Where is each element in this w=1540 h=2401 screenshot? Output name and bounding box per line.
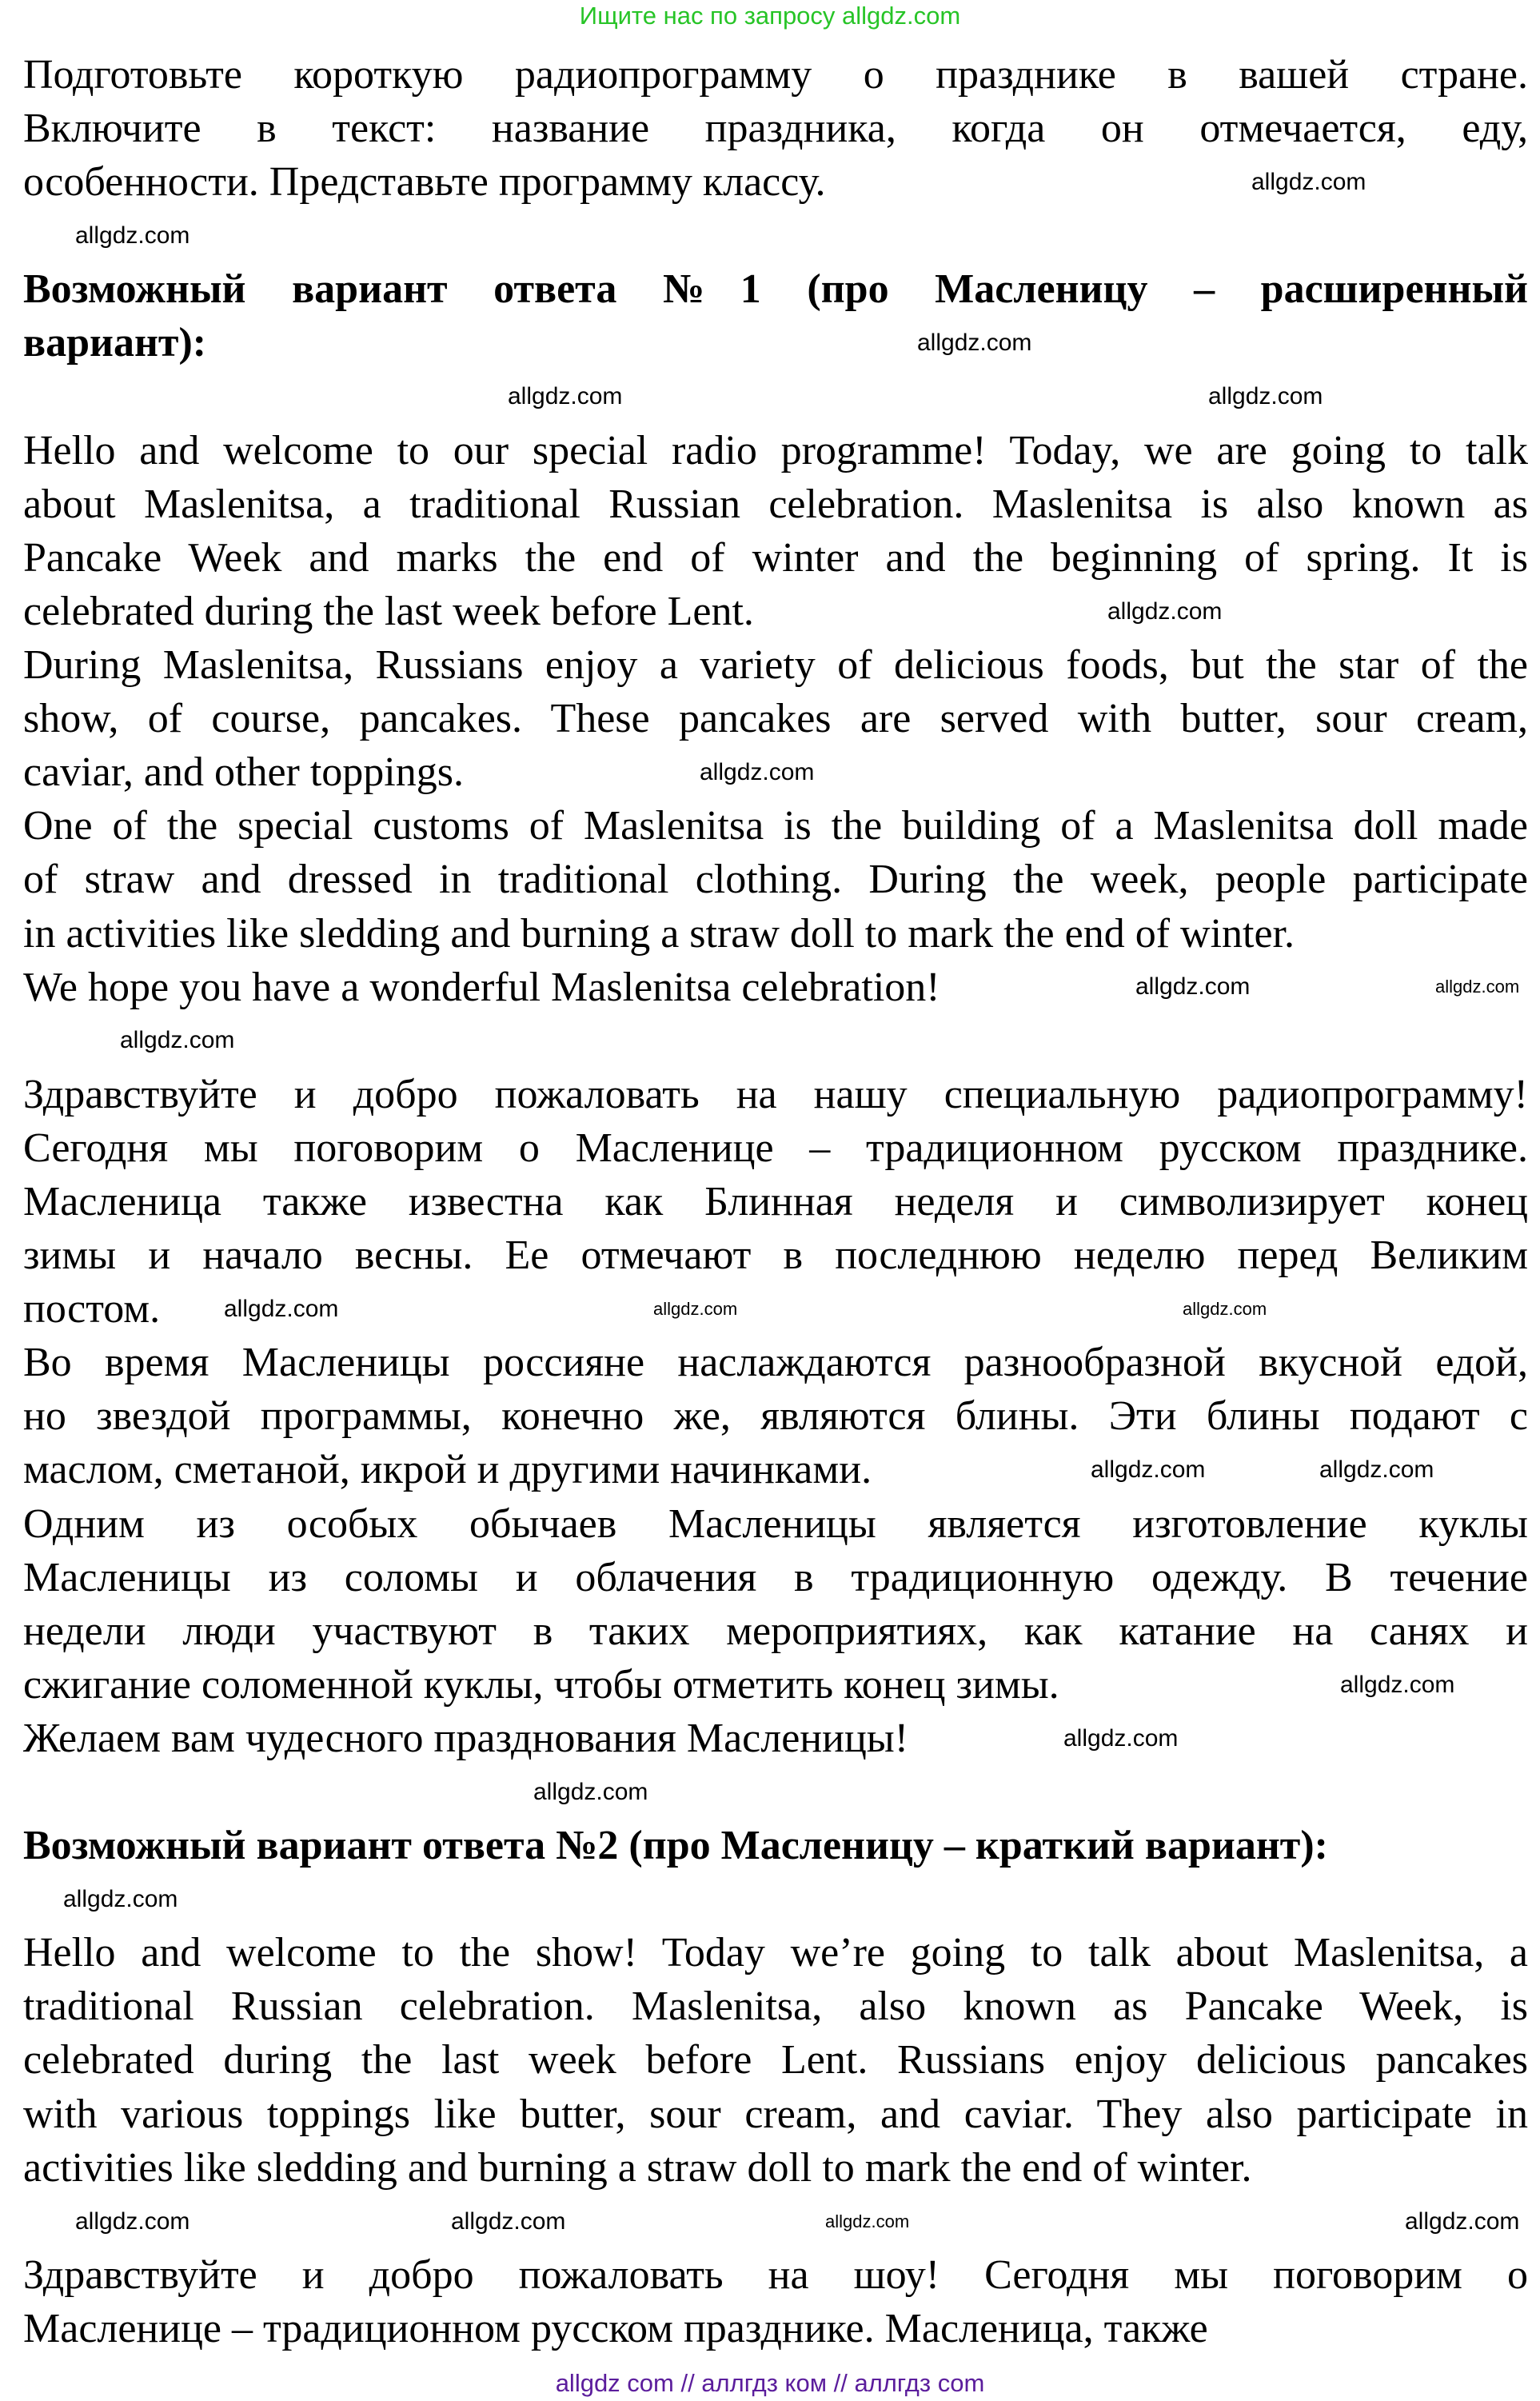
russian-paragraph bbox=[23, 2248, 1528, 2355]
watermark: allgdz.com bbox=[1435, 977, 1520, 997]
text-line: During Maslenitsa, Russians enjoy a variety of delicious foods, but the star of the bbox=[23, 642, 1528, 689]
watermark: allgdz.com bbox=[1063, 1724, 1179, 1752]
answer-1-heading bbox=[23, 262, 1528, 370]
watermark: allgdz.com bbox=[224, 1295, 339, 1322]
watermark: allgdz.com bbox=[825, 2211, 910, 2231]
watermark: allgdz.com bbox=[1107, 597, 1223, 625]
watermark: allgdz.com bbox=[1319, 1456, 1434, 1484]
watermark: allgdz.com bbox=[75, 2207, 190, 2235]
watermark: allgdz.com bbox=[451, 2207, 566, 2235]
watermark: allgdz.com bbox=[63, 1885, 178, 1912]
english-paragraph bbox=[23, 961, 1528, 1014]
english-paragraph bbox=[23, 1926, 1528, 2194]
watermark: allgdz.com bbox=[75, 222, 190, 249]
text-line: Одним из особых обычаев Масленицы является изготовление куклы bbox=[23, 1500, 1528, 1547]
watermark: allgdz.com bbox=[917, 330, 1032, 357]
text-line: Возможный вариант ответа №1 (про Масленицу – расширенный bbox=[23, 266, 1528, 313]
spacer bbox=[23, 209, 1528, 262]
text-line: Масленице – традиционном русском празднике. Масленица, также bbox=[23, 2305, 1208, 2351]
text-line: show, of course, pancakes. These pancakes are served with butter, sour cream, bbox=[23, 696, 1528, 742]
watermark: allgdz.com bbox=[120, 1027, 235, 1054]
watermark: allgdz.com bbox=[533, 1778, 648, 1805]
watermark: allgdz.com bbox=[508, 383, 623, 410]
russian-paragraph bbox=[23, 1497, 1528, 1712]
text-line: in activities like sledding and burning a straw doll to mark the end of winter. bbox=[23, 910, 1295, 957]
text-line: with various toppings like butter, sour cream, and caviar. They also participate in bbox=[23, 2091, 1528, 2137]
spacer bbox=[23, 1872, 1528, 1926]
text-line: зимы и начало весны. Ее отмечают в последнюю неделю перед Великим bbox=[23, 1232, 1528, 1279]
spacer bbox=[23, 1765, 1528, 1819]
text-line: Желаем вам чудесного празднования Масленицы! bbox=[23, 1715, 909, 1761]
text-line: One of the special customs of Maslenitsa is the building of a Maslenitsa doll made bbox=[23, 803, 1528, 849]
watermark: allgdz.com bbox=[1135, 973, 1251, 1001]
text-line: постом. bbox=[23, 1286, 161, 1332]
text-line: Подготовьте короткую радиопрограмму о празднике в вашей стране. bbox=[23, 52, 1528, 98]
text-line: traditional Russian celebration. Maslenitsa, also known as Pancake Week, is bbox=[23, 1984, 1528, 2030]
watermark: allgdz.com bbox=[1340, 1671, 1455, 1698]
watermark: allgdz.com bbox=[653, 1298, 738, 1319]
text-line: недели люди участвуют в таких мероприятиях, как катание на санях и bbox=[23, 1608, 1528, 1654]
english-paragraph bbox=[23, 424, 1528, 638]
text-line: Во время Масленицы россияне наслаждаются разнообразной вкусной едой, bbox=[23, 1340, 1528, 1386]
text-line: Сегодня мы поговорим о Масленице – традиционном русском празднике. bbox=[23, 1125, 1528, 1171]
text-line: caviar, and other toppings. bbox=[23, 749, 464, 796]
text-line: of straw and dressed in traditional clothing. During the week, people participate bbox=[23, 857, 1528, 903]
watermark: allgdz.com bbox=[1405, 2207, 1520, 2235]
russian-paragraph bbox=[23, 1712, 1528, 1765]
footer-watermark: allgdz com // аллгдз ком // аллгдз com bbox=[555, 2369, 985, 2397]
text-line: Масленица также известна как Блинная неделя и символизирует конец bbox=[23, 1178, 1528, 1224]
watermark: allgdz.com bbox=[1208, 383, 1323, 410]
watermark: allgdz.com bbox=[1183, 1298, 1267, 1319]
text-line: We hope you have a wonderful Maslenitsa celebration! bbox=[23, 964, 940, 1010]
answer-2-heading bbox=[23, 1819, 1528, 1872]
text-line: Hello and welcome to our special radio programme! Today, we are going to talk bbox=[23, 427, 1528, 473]
text-line: about Maslenitsa, a traditional Russian celebration. Maslenitsa is also known as bbox=[23, 481, 1528, 527]
spacer bbox=[23, 1014, 1528, 1068]
english-paragraph bbox=[23, 799, 1528, 960]
text-line: Включите в текст: название праздника, когда он отмечается, еду, bbox=[23, 106, 1528, 152]
text-line: особенности. Представьте программу классу. bbox=[23, 159, 826, 206]
text-line: вариант): bbox=[23, 320, 207, 366]
spacer bbox=[23, 2195, 1528, 2248]
watermark: allgdz.com bbox=[700, 758, 815, 785]
text-line: Здравствуйте и добро пожаловать на нашу специальную радиопрограмму! bbox=[23, 1071, 1528, 1117]
text-line: Возможный вариант ответа №2 (про Масленицу – краткий вариант): bbox=[23, 1823, 1328, 1869]
text-line: celebrated during the last week before Lent. Russians enjoy delicious pancakes bbox=[23, 2037, 1528, 2083]
text-line: Масленицы из соломы и облачения в традиционную одежду. В течение bbox=[23, 1554, 1528, 1600]
text-line: Pancake Week and marks the end of winter and the beginning of spring. It is bbox=[23, 534, 1528, 581]
watermark: allgdz.com bbox=[1251, 168, 1366, 195]
text-line: celebrated during the last week before Lent. bbox=[23, 588, 754, 634]
text-line: Hello and welcome to the show! Today we’re going to talk about Maslenitsa, a bbox=[23, 1930, 1528, 1976]
text-line: сжигание соломенной куклы, чтобы отметить конец зимы. bbox=[23, 1661, 1059, 1708]
text-line: но звездой программы, конечно же, являются блины. Эти блины подают с bbox=[23, 1393, 1528, 1440]
text-line: Здравствуйте и добро пожаловать на шоу! Сегодня мы поговорим о bbox=[23, 2251, 1528, 2298]
russian-paragraph bbox=[23, 1336, 1528, 1496]
text-line: activities like sledding and burning a straw doll to mark the end of winter. bbox=[23, 2144, 1252, 2191]
search-banner: Ищите нас по запросу allgdz.com bbox=[579, 2, 961, 30]
watermark: allgdz.com bbox=[1091, 1456, 1206, 1484]
text-line: маслом, сметаной, икрой и другими начинками. bbox=[23, 1447, 872, 1493]
